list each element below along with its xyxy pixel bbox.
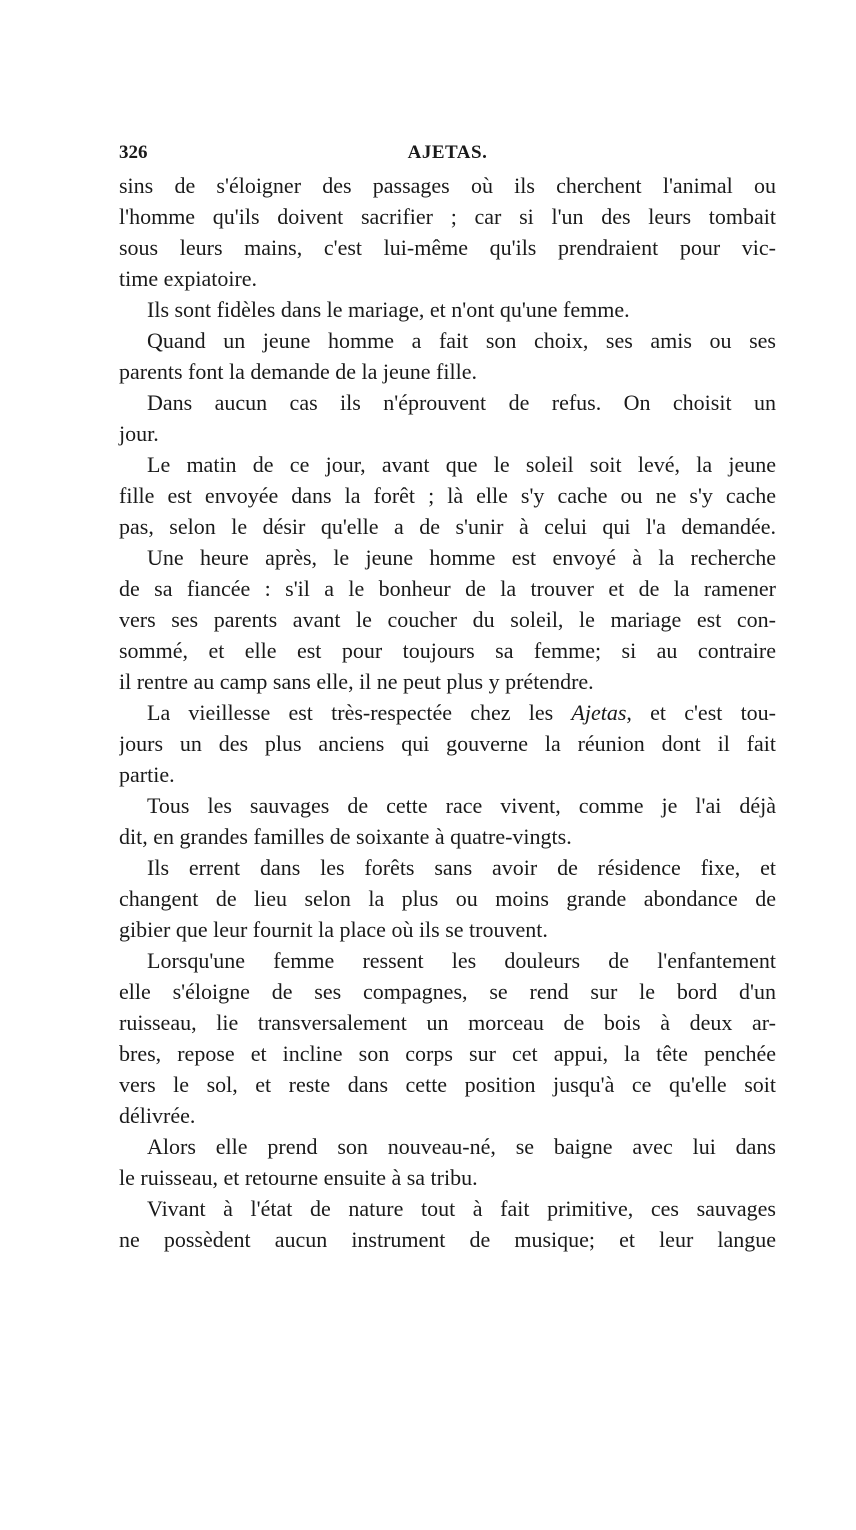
text-line: Alors elle prend son nouveau-né, se baigne avec lui dans <box>147 1134 776 1159</box>
text-line: Dans aucun cas ils n'éprouvent de refus. On choisit un <box>147 390 776 415</box>
body-text <box>119 170 776 1255</box>
text-line: Tous les sauvages de cette race vivent, comme je l'ai déjà <box>147 793 776 818</box>
text-line: sins de s'éloigner des passages où ils cherchent l'animal ou <box>119 173 776 198</box>
text-line: fille est envoyée dans la forêt ; là elle s'y cache ou ne s'y cache <box>119 483 776 508</box>
text-line: Ils sont fidèles dans le mariage, et n'ont qu'une femme. <box>147 297 630 322</box>
italic-term: Ajetas <box>571 700 627 725</box>
text-line: Ils errent dans les forêts sans avoir de résidence fixe, et <box>147 855 776 880</box>
text-span: La vieillesse est très-respectée chez les <box>147 700 572 725</box>
text-line: délivrée. <box>119 1103 196 1128</box>
text-line: le ruisseau, et retourne ensuite à sa tribu. <box>119 1165 478 1190</box>
text-line: time expiatoire. <box>119 266 258 291</box>
text-line: bres, repose et incline son corps sur cet appui, la tête penchée <box>119 1041 776 1066</box>
text-line: vers le sol, et reste dans cette position jusqu'à ce qu'elle soit <box>119 1072 776 1097</box>
text-line: il rentre au camp sans elle, il ne peut plus y prétendre. <box>119 669 594 694</box>
book-page <box>119 140 776 1255</box>
text-line: dit, en grandes familles de soixante à quatre-vingts. <box>119 824 572 849</box>
page-header <box>119 140 776 170</box>
text-line: pas, selon le désir qu'elle a de s'unir à celui qui l'a demandée. <box>119 514 776 539</box>
text-line: sommé, et elle est pour toujours sa femme; si au contraire <box>119 638 776 663</box>
text-span: , et c'est tou- <box>626 700 776 725</box>
text-line: ruisseau, lie transversalement un morceau de bois à deux ar- <box>119 1010 776 1035</box>
text-line <box>119 697 776 728</box>
text-line: elle s'éloigne de ses compagnes, se rend sur le bord d'un <box>119 979 776 1004</box>
text-line: Le matin de ce jour, avant que le soleil soit levé, la jeune <box>147 452 776 477</box>
text-line: Vivant à l'état de nature tout à fait primitive, ces sauvages <box>147 1196 776 1221</box>
text-line: jour. <box>119 421 159 446</box>
text-line: gibier que leur fournit la place où ils se trouvent. <box>119 917 548 942</box>
text-line: jours un des plus anciens qui gouverne la réunion dont il fait <box>119 731 776 756</box>
text-line: partie. <box>119 762 175 787</box>
page-number: 326 <box>119 142 148 163</box>
text-line: Quand un jeune homme a fait son choix, ses amis ou ses <box>147 328 776 353</box>
text-line: l'homme qu'ils doivent sacrifier ; car si l'un des leurs tombait <box>119 204 776 229</box>
text-line: de sa fiancée : s'il a le bonheur de la trouver et de la ramener <box>119 576 776 601</box>
text-line: sous leurs mains, c'est lui-même qu'ils prendraient pour vic- <box>119 235 776 260</box>
text-line: ne possèdent aucun instrument de musique; et leur langue <box>119 1227 776 1252</box>
text-line: changent de lieu selon la plus ou moins grande abondance de <box>119 886 776 911</box>
text-line: parents font la demande de la jeune fille. <box>119 359 477 384</box>
text-line: Lorsqu'une femme ressent les douleurs de l'enfantement <box>147 948 776 973</box>
text-line: Une heure après, le jeune homme est envoyé à la recherche <box>147 545 776 570</box>
running-title: AJETAS. <box>407 142 488 163</box>
text-line: vers ses parents avant le coucher du soleil, le mariage est con- <box>119 607 776 632</box>
